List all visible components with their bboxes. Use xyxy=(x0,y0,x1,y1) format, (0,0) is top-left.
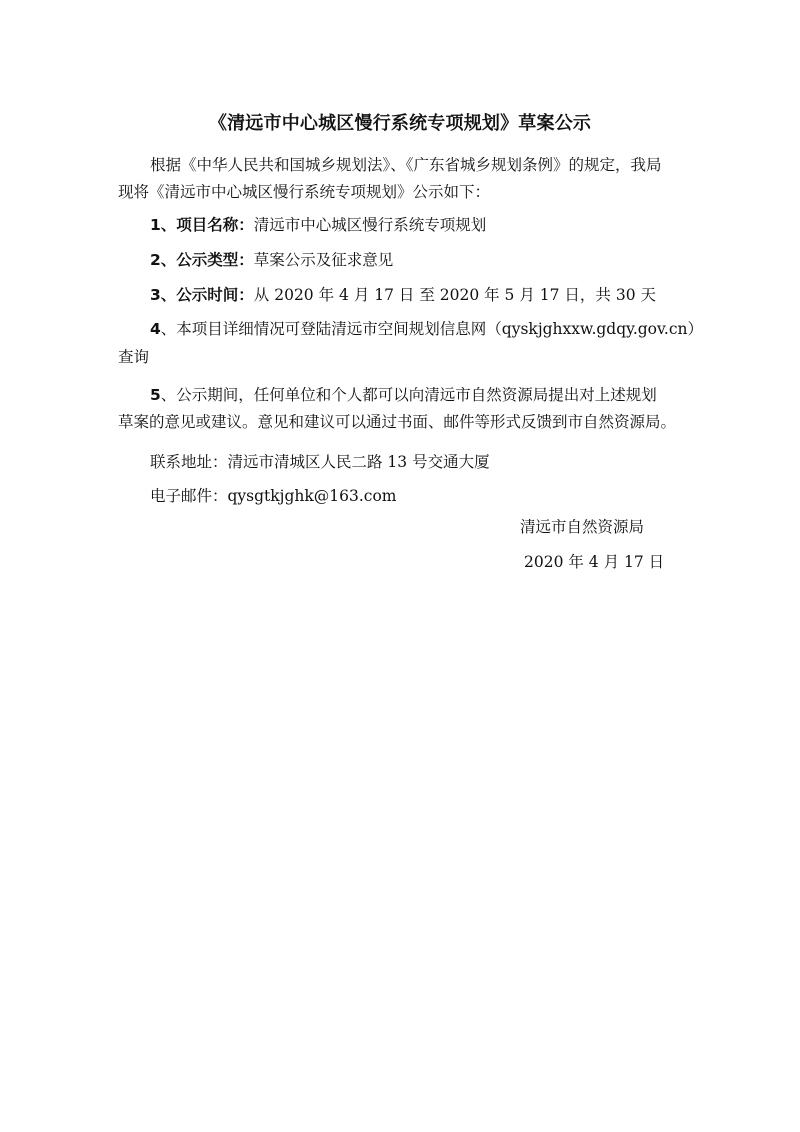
contact-address: 联系地址：清远市清城区人民二路 13 号交通大厦 xyxy=(150,453,490,471)
item-feedback-line-2: 草案的意见或建议。意见和建议可以通过书面、邮件等形式反馈到市自然资源局。 xyxy=(118,413,677,431)
page-title: 《清远市中心城区慢行系统专项规划》草案公示 xyxy=(208,113,592,134)
item-label: 3、公示时间： xyxy=(150,286,254,304)
item-feedback-line-1 xyxy=(150,384,657,406)
item-details-line-1 xyxy=(150,318,703,340)
item-project-name xyxy=(150,214,486,236)
item-label: 5 xyxy=(150,386,161,404)
item-text: 、公示期间，任何单位和个人都可以向清远市自然资源局提出对上述规划 xyxy=(160,386,657,404)
signature-date: 2020 年 4 月 17 日 xyxy=(524,553,665,571)
item-notice-period xyxy=(150,284,656,306)
item-details-line-2: 查询 xyxy=(118,348,150,366)
item-label: 2、公示类型： xyxy=(150,251,254,269)
intro-line-2: 现将《清远市中心城区慢行系统专项规划》公示如下： xyxy=(118,183,491,201)
contact-email: 电子邮件：qysgtkjghk@163.com xyxy=(150,487,397,505)
item-notice-type xyxy=(150,249,393,271)
item-text: 从 2020 年 4 月 17 日 至 2020 年 5 月 17 日，共 30 天 xyxy=(253,286,656,304)
item-text: 草案公示及征求意见 xyxy=(253,251,394,269)
item-label: 1、项目名称： xyxy=(150,216,254,234)
item-label: 4 xyxy=(150,320,161,338)
signature-organization: 清远市自然资源局 xyxy=(520,518,645,536)
intro-line-1: 根据《中华人民共和国城乡规划法》、《广东省城乡规划条例》的规定，我局 xyxy=(150,156,662,174)
item-text: 清远市中心城区慢行系统专项规划 xyxy=(253,216,487,234)
item-text: 、本项目详细情况可登陆清远市空间规划信息网（qyskjghxxw.gdqy.gov.cn） xyxy=(160,320,704,338)
